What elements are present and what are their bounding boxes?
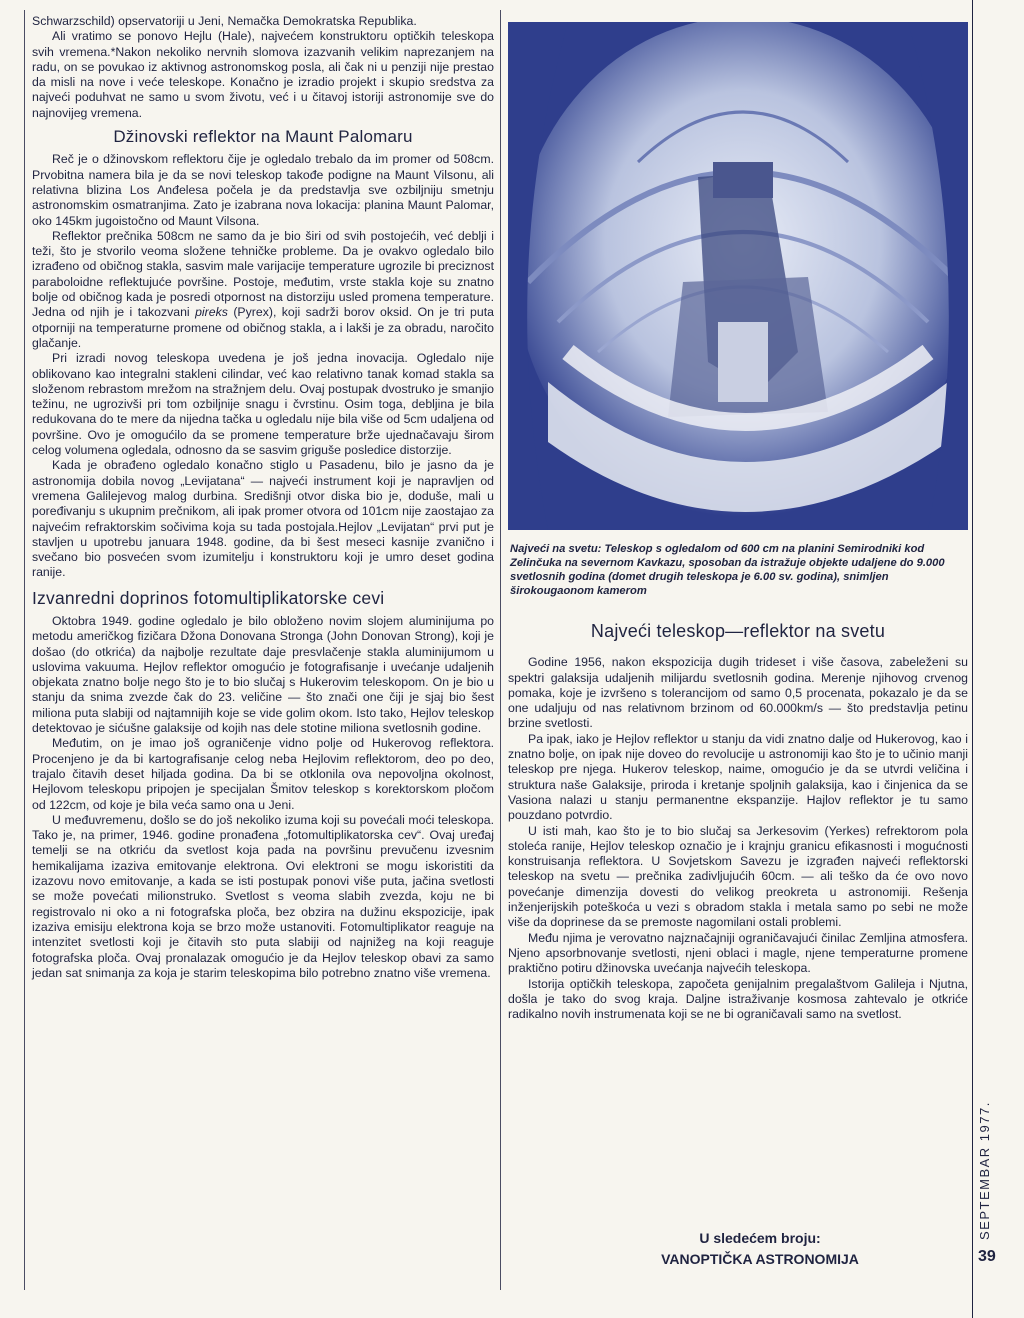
telescope-illustration	[508, 22, 968, 530]
next-issue-label: U sledećem broju:	[699, 1230, 821, 1246]
column-divider	[500, 10, 501, 1290]
palomar-paragraph-3: Pri izradi novog teleskopa uvedena je još jedna inovacija. Ogledalo nije oblikovano kao integralni stakleni cilindar, već kao relativno tanak komad stakla sa složenom rebrastom mrežom na stražnjem delu. Ovaj postupak dvostruko je smanjio težinu, ne ugrozivši pri tom ozbiljnije snagu i čvrstinu. Osim toga, debljina je bila redukovana do te mere da nijedna tačka u ogledalu nije bila više od 5cm udaljena od površine. Ovo je omogućilo da se promene temperature brže ujednačavaju širom celog volumena ogledala, odnosno da se sasvim griguše posledice distorzije.	[32, 351, 494, 458]
next-issue-notice	[600, 1228, 920, 1270]
right-paragraph-5: Istorija optičkih teleskopa, započeta genijalnim pregalaštvom Galileja i Njutna, došla je tako do svog kraja. Daljne istraživanje kosmosa zahtevalo je otkriće radikalno novih instrumenata koji se ne bi ograničavali samo na svetlost.	[508, 976, 968, 1022]
right-paragraph-4: Među njima je verovatno najznačajniji ograničavajući činilac Zemljina atmosfera. Njeno apsorbnovanje svetlosti, njeni oblaci i magle, njene temperaturne promene praktično potiru džinovska uvećanja najvećih teleskopa.	[508, 930, 968, 976]
right-paragraph-3: U isti mah, kao što je to bio slučaj sa Jerkesovim (Yerkes) refrektorom pola stoleća ranije, Hejlov teleskop označio je i krajnju granicu efikasnosti i mogućnosti konstruisanja reflektora. U Sovjetskom Savezu je izgrađen najveći reflektorski teleskop na svetu — prečnika zadivljujućih 60cm. — ali teško da će ovo novo povećanje dimenzija dovesti do velikog preokreta u astronomiji. Rešenja inženjerijskih poteškoća u vezi s obradom stakla i metala samo po sebi ne može više da doprinese da se premoste nagomilani ostali problemi.	[508, 823, 968, 930]
photomultiplier-paragraph-2: Međutim, on je imao još ograničenje vidno polje od Hukerovog reflektora. Procenjeno je da bi kartografisanje celog neba Hejlovim reflektorom, deo po deo, trajalo čitavih deset hiljada godina. Da bi se otklonila ova nepovoljna okolnost, Hejlovom teleskopu pripojen je specijalan Šmitov teleskop s korektorskom pločom od 122cm, od koje je bila veća samo ona u Jeni.	[32, 736, 494, 812]
right-paragraph-2: Pa ipak, iako je Hejlov reflektor u stanju da vidi znatno dalje od Hukerovog, kao i znatno bolje, on ipak nije doveo do revolucije u astronomiji kao što je to učinio manji teleskop pre njega. Hukerov teleskop, naime, omogućio je da se utvrdi veličina i struktura naše Galaksije, priroda i kretanje spoljnih galaksija, kao i činjenica da se Vasiona nalazi u stanju permanentne ekspanzije. Hajlov reflektor je tu samo pouzdano potvrdio.	[508, 731, 968, 823]
palomar-paragraph-4: Kada je obrađeno ogledalo konačno stiglo u Pasadenu, bilo je jasno da je astronomija dobila novog „Levijatana“ — najveći instrument koji je napravljen od vremena Galilejevog malog durbina. Središnji otvor diska bio je, doduše, mali u poređivanju s ukupnim prečnikom, ali ipak promer otvora od 101cm nije zaostajao za najvećim refraktorskim sočivima koja su tada postojala.Hejlov „Levijatan“ prvi put je stavljen u upotrebu januara 1948. godine, da bi šest meseci kasnije zvanično i svečano bio posvećen svom izumitelju i konstruktoru koji je umro deset godina ranije.	[32, 458, 494, 580]
section-heading-photomultiplier: Izvanredni doprinos fotomultiplikatorske cevi	[32, 587, 385, 608]
right-column	[508, 621, 968, 1022]
next-issue-title: VANOPTIČKA ASTRONOMIJA	[661, 1251, 859, 1267]
photomultiplier-paragraph-1: Oktobra 1949. godine ogledalo je bilo obloženo novim slojem aluminijuma po metodu američkog fizičara Džona Donovana Stronga (John Donovan Strong), koji je došao (do otkrića) da najbolje rezultate daje presvlačenje stakla aluminijumom u uslovima vakuuma. Hejlov reflektor omogućio je fotografisanje i uvećanje udaljenih objekata znatno bolje nego što je to bio slučaj s Hukerovim teleskopom. On je bio u stanju da snima zvezde čak do 23. veličine — što znači one čiji je sjaj bio šest miliona puta slabiji od najtamnijih koje se vide golim okom. Isto tako, Hejlov teleskop detektovao je sićušne galaksije od kojih nas dele stotine miliona svetlosnih godine.	[32, 613, 494, 736]
photo-caption: Najveći na svetu: Teleskop s ogledalom od 600 cm na planini Semirodniki kod Zelinčuka na severnom Kavkazu, sposoban da istražuje objekte udaljene do 9.000 svetlosnih godina (domet drugih teleskopa je 6.00 sv. godina), snimljen širokougaonom kamerom	[510, 543, 945, 597]
issue-date-text: SEPTEMBAR 1977.	[977, 1101, 992, 1240]
palomar-paragraph-2-text: Reflektor prečnika 508cm ne samo da je bio širi od svih postojećih, već deblji i teži, što je stvorilo veoma složene tehničke probleme. Da je ovakvo ogledalo bilo izrađeno od običnog stakla, sasvim male varijacije temperature ugrozile bi preciznost paraboloidne reflektujuće površine. Postoje, međutim, vrste stakla koje su znatno bolje od običnog kada je posredi otpornost na distorziju usled promena temperature. Jedna od njih je i takozvani	[32, 228, 494, 320]
pyrex-term: pireks	[195, 305, 228, 320]
palomar-paragraph-2	[32, 229, 494, 351]
section-heading-largest-telescope: Najveći teleskop—reflektor na svetu	[590, 621, 886, 641]
left-column	[32, 14, 494, 981]
left-margin-rule	[24, 10, 25, 1290]
palomar-paragraph-1: Reč je o džinovskom reflektoru čije je ogledalo trebalo da im promer od 508cm. Prvobitna namera bila je da se novi teleskop takođe podigne na Maunt Vilsonu, ali relativna blizina Los Anđelesa počela je da predstavlja sve ozbiljniju smetnju astronomskim osmatranjima. Zato je izabrana nova lokacija: planina Maunt Palomar, oko 145km jugoistočno od Maunt Vilsona.	[32, 152, 494, 228]
section-heading-palomar: Džinovski reflektor na Maunt Palomaru	[113, 127, 413, 147]
right-paragraph-1: Godine 1956, nakon ekspozicija dugih trideset i više časova, zabeleženi su spektri galaksija udaljenih milijardu svetlosnih godina. Merenje njihovog crvenog pomaka, koje je izvršeno s tolerancijom od samo 0,5 procenata, pokazalo je da se one udaljuju od nas relativnom brzinom od 60.000km/s — što predstavlja petinu brzine svetlosti.	[508, 655, 968, 731]
issue-date-vertical	[977, 1090, 997, 1240]
right-margin-rule	[972, 0, 973, 1318]
page-number: 39	[978, 1248, 996, 1265]
intro-paragraph-2: Ali vratimo se ponovo Hejlu (Hale), najvećem konstruktoru optičkih teleskopa svih vremena.*Nakon nekoliko nervnih slomova izazvanih velikim naprezanjem na radu, on se povukao iz aktivnog astronomskog posla, ali čak ni u penziji nije prestao da misli na nove i veće teleskope. Konačno je izradio projekt i skupio sredstva za najveći poduhvat ne samo u svom životu, već i u čitavoj istoriji astronomije sve do najnovijeg vremena.	[32, 29, 494, 120]
palomar-paragraph-2-cont: (Pyrex), koji sadrži borov oksid. On je tri puta otporniji na temperaturne promene od običnog stakla, a i lakši je za obradu, naročito glačanje.	[32, 305, 494, 350]
photomultiplier-paragraph-3: U međuvremenu, došlo se do još nekoliko izuma koji su povećali moći teleskopa. Tako je, na primer, 1946. godine pronađena „fotomultiplikatorska cev“. Ovaj uređaj temelji se na otkriću da svetlost koja pada na površinu prevučenu izvesnim hemikalijama izaziva emitovanje elektrona. Ovi elektroni se mogu iskoristiti da izazovu novo emitovanje, a kada se isti postupak ponovi više puta, jačina svetlosti se može povećati milionstruko. Svetlost s veoma slabih zvezda, koju ne bi registrovalo ni oko a ni fotografska ploča, bez obzira na dužinu ekspozicije, ipak izaziva emisiju elektrona koja se brzo može ustanoviti. Fotomultiplikator reaguje na intenzitet svetlosti koji je čitavih sto puta slabiji od najnižeg na koji reaguje fotografska ploča. Ovaj pronalazak omogućio je da Hejlov teleskop obavi za samo jedan sat snimanja za koja je starim teleskopima bilo potrebno znatno više vremena.	[32, 812, 494, 980]
telescope-fisheye-photo	[508, 22, 968, 530]
intro-paragraph-1: Schwarzschild) opservatoriji u Jeni, Nemačka Demokratska Republika.	[32, 14, 417, 28]
